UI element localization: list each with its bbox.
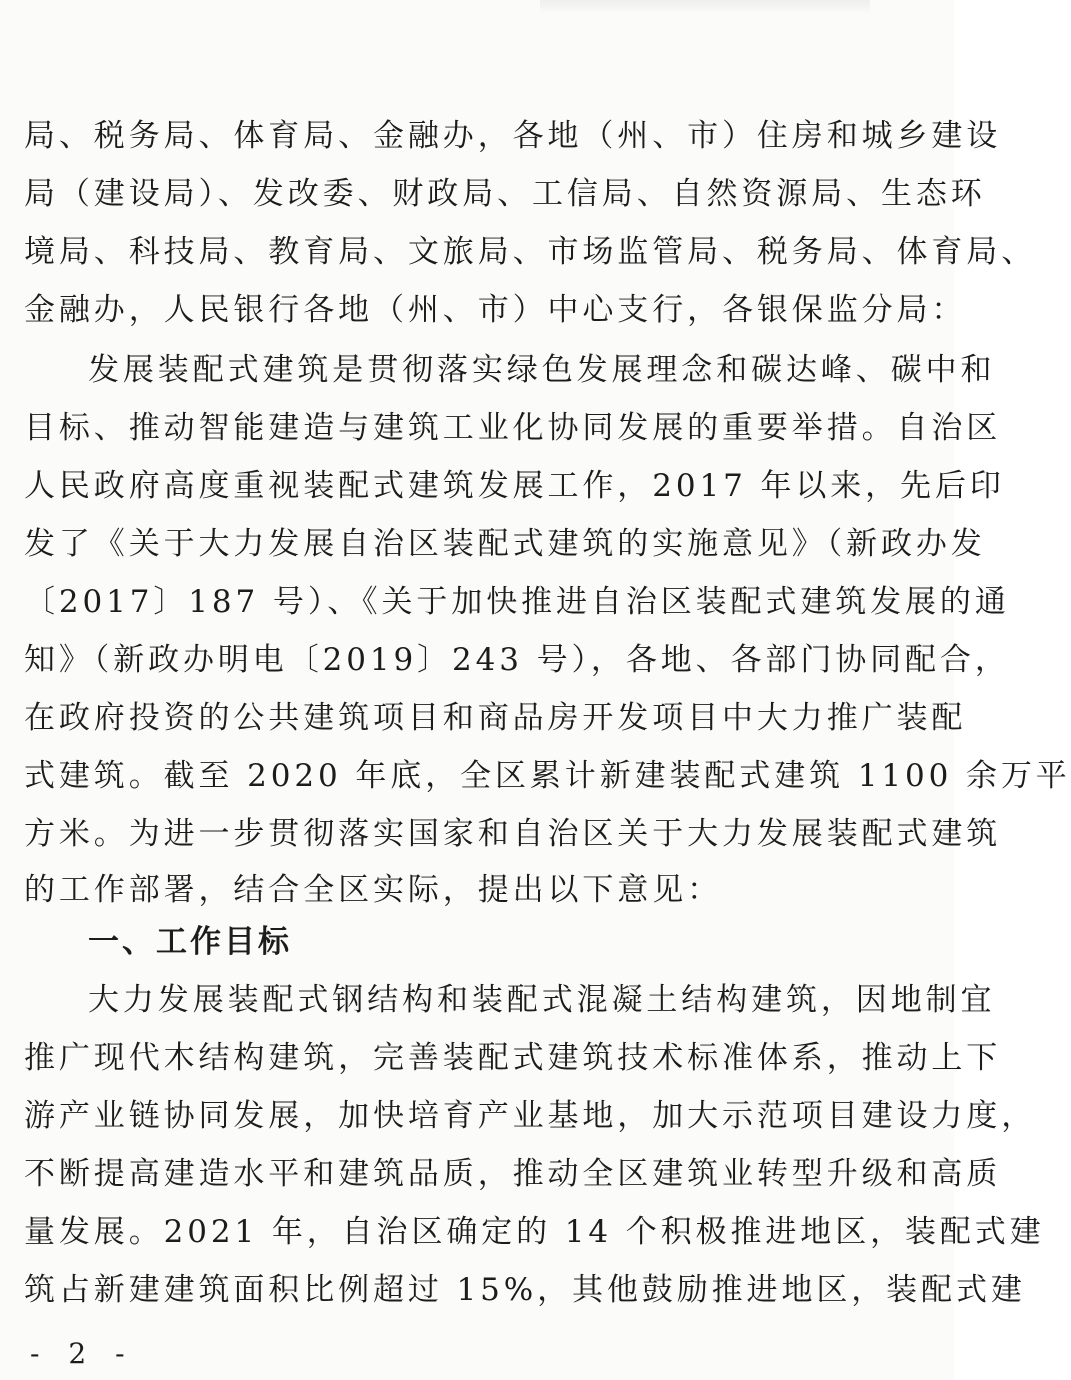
body-line: 目标、推动智能建造与建筑工业化协同发展的重要举措。自治区 bbox=[24, 410, 1002, 446]
body-line: 境局、科技局、教育局、文旅局、市场监管局、税务局、体育局、 bbox=[24, 234, 1037, 270]
body-line: 方米。为进一步贯彻落实国家和自治区关于大力发展装配式建筑 bbox=[24, 816, 1002, 852]
body-line: 发了《关于大力发展自治区装配式建筑的实施意见》（新政办发 bbox=[24, 526, 986, 562]
scan-edge-mark bbox=[540, 0, 870, 14]
body-line: 在政府投资的公共建筑项目和商品房开发项目中大力推广装配 bbox=[24, 700, 967, 736]
body-line: 局、税务局、体育局、金融办，各地（州、市）住房和城乡建设 bbox=[24, 118, 1002, 154]
body-line: 知》（新政办明电〔2019〕243 号），各地、各部门协同配合， bbox=[24, 642, 1010, 678]
page-number: - 2 - bbox=[30, 1337, 135, 1370]
paragraph-start-line: 大力发展装配式钢结构和装配式混凝土结构建筑，因地制宜 bbox=[88, 982, 996, 1018]
body-line: 推广现代木结构建筑，完善装配式建筑技术标准体系，推动上下 bbox=[24, 1040, 1002, 1076]
body-line: 的工作部署，结合全区实际，提出以下意见： bbox=[24, 872, 722, 908]
body-line: 〔2017〕187 号）、《关于加快推进自治区装配式建筑发展的通 bbox=[24, 584, 1010, 620]
body-line: 筑占新建建筑面积比例超过 15%，其他鼓励推进地区，装配式建 bbox=[24, 1272, 1026, 1308]
paragraph-start-line: 发展装配式建筑是贯彻落实绿色发展理念和碳达峰、碳中和 bbox=[88, 352, 996, 388]
body-line: 量发展。2021 年，自治区确定的 14 个积极推进地区，装配式建 bbox=[24, 1214, 1045, 1250]
body-line: 式建筑。截至 2020 年底，全区累计新建装配式建筑 1100 余万平 bbox=[24, 758, 1071, 794]
section-heading: 一、工作目标 bbox=[88, 924, 292, 960]
body-line: 局（建设局）、发改委、财政局、工信局、自然资源局、生态环 bbox=[24, 176, 986, 212]
body-line: 游产业链协同发展，加快培育产业基地，加大示范项目建设力度， bbox=[24, 1098, 1037, 1134]
body-line: 金融办，人民银行各地（州、市）中心支行，各银保监分局： bbox=[24, 292, 967, 328]
body-line: 不断提高建造水平和建筑品质，推动全区建筑业转型升级和高质 bbox=[24, 1156, 1002, 1192]
body-line: 人民政府高度重视装配式建筑发展工作，2017 年以来，先后印 bbox=[24, 468, 1005, 504]
